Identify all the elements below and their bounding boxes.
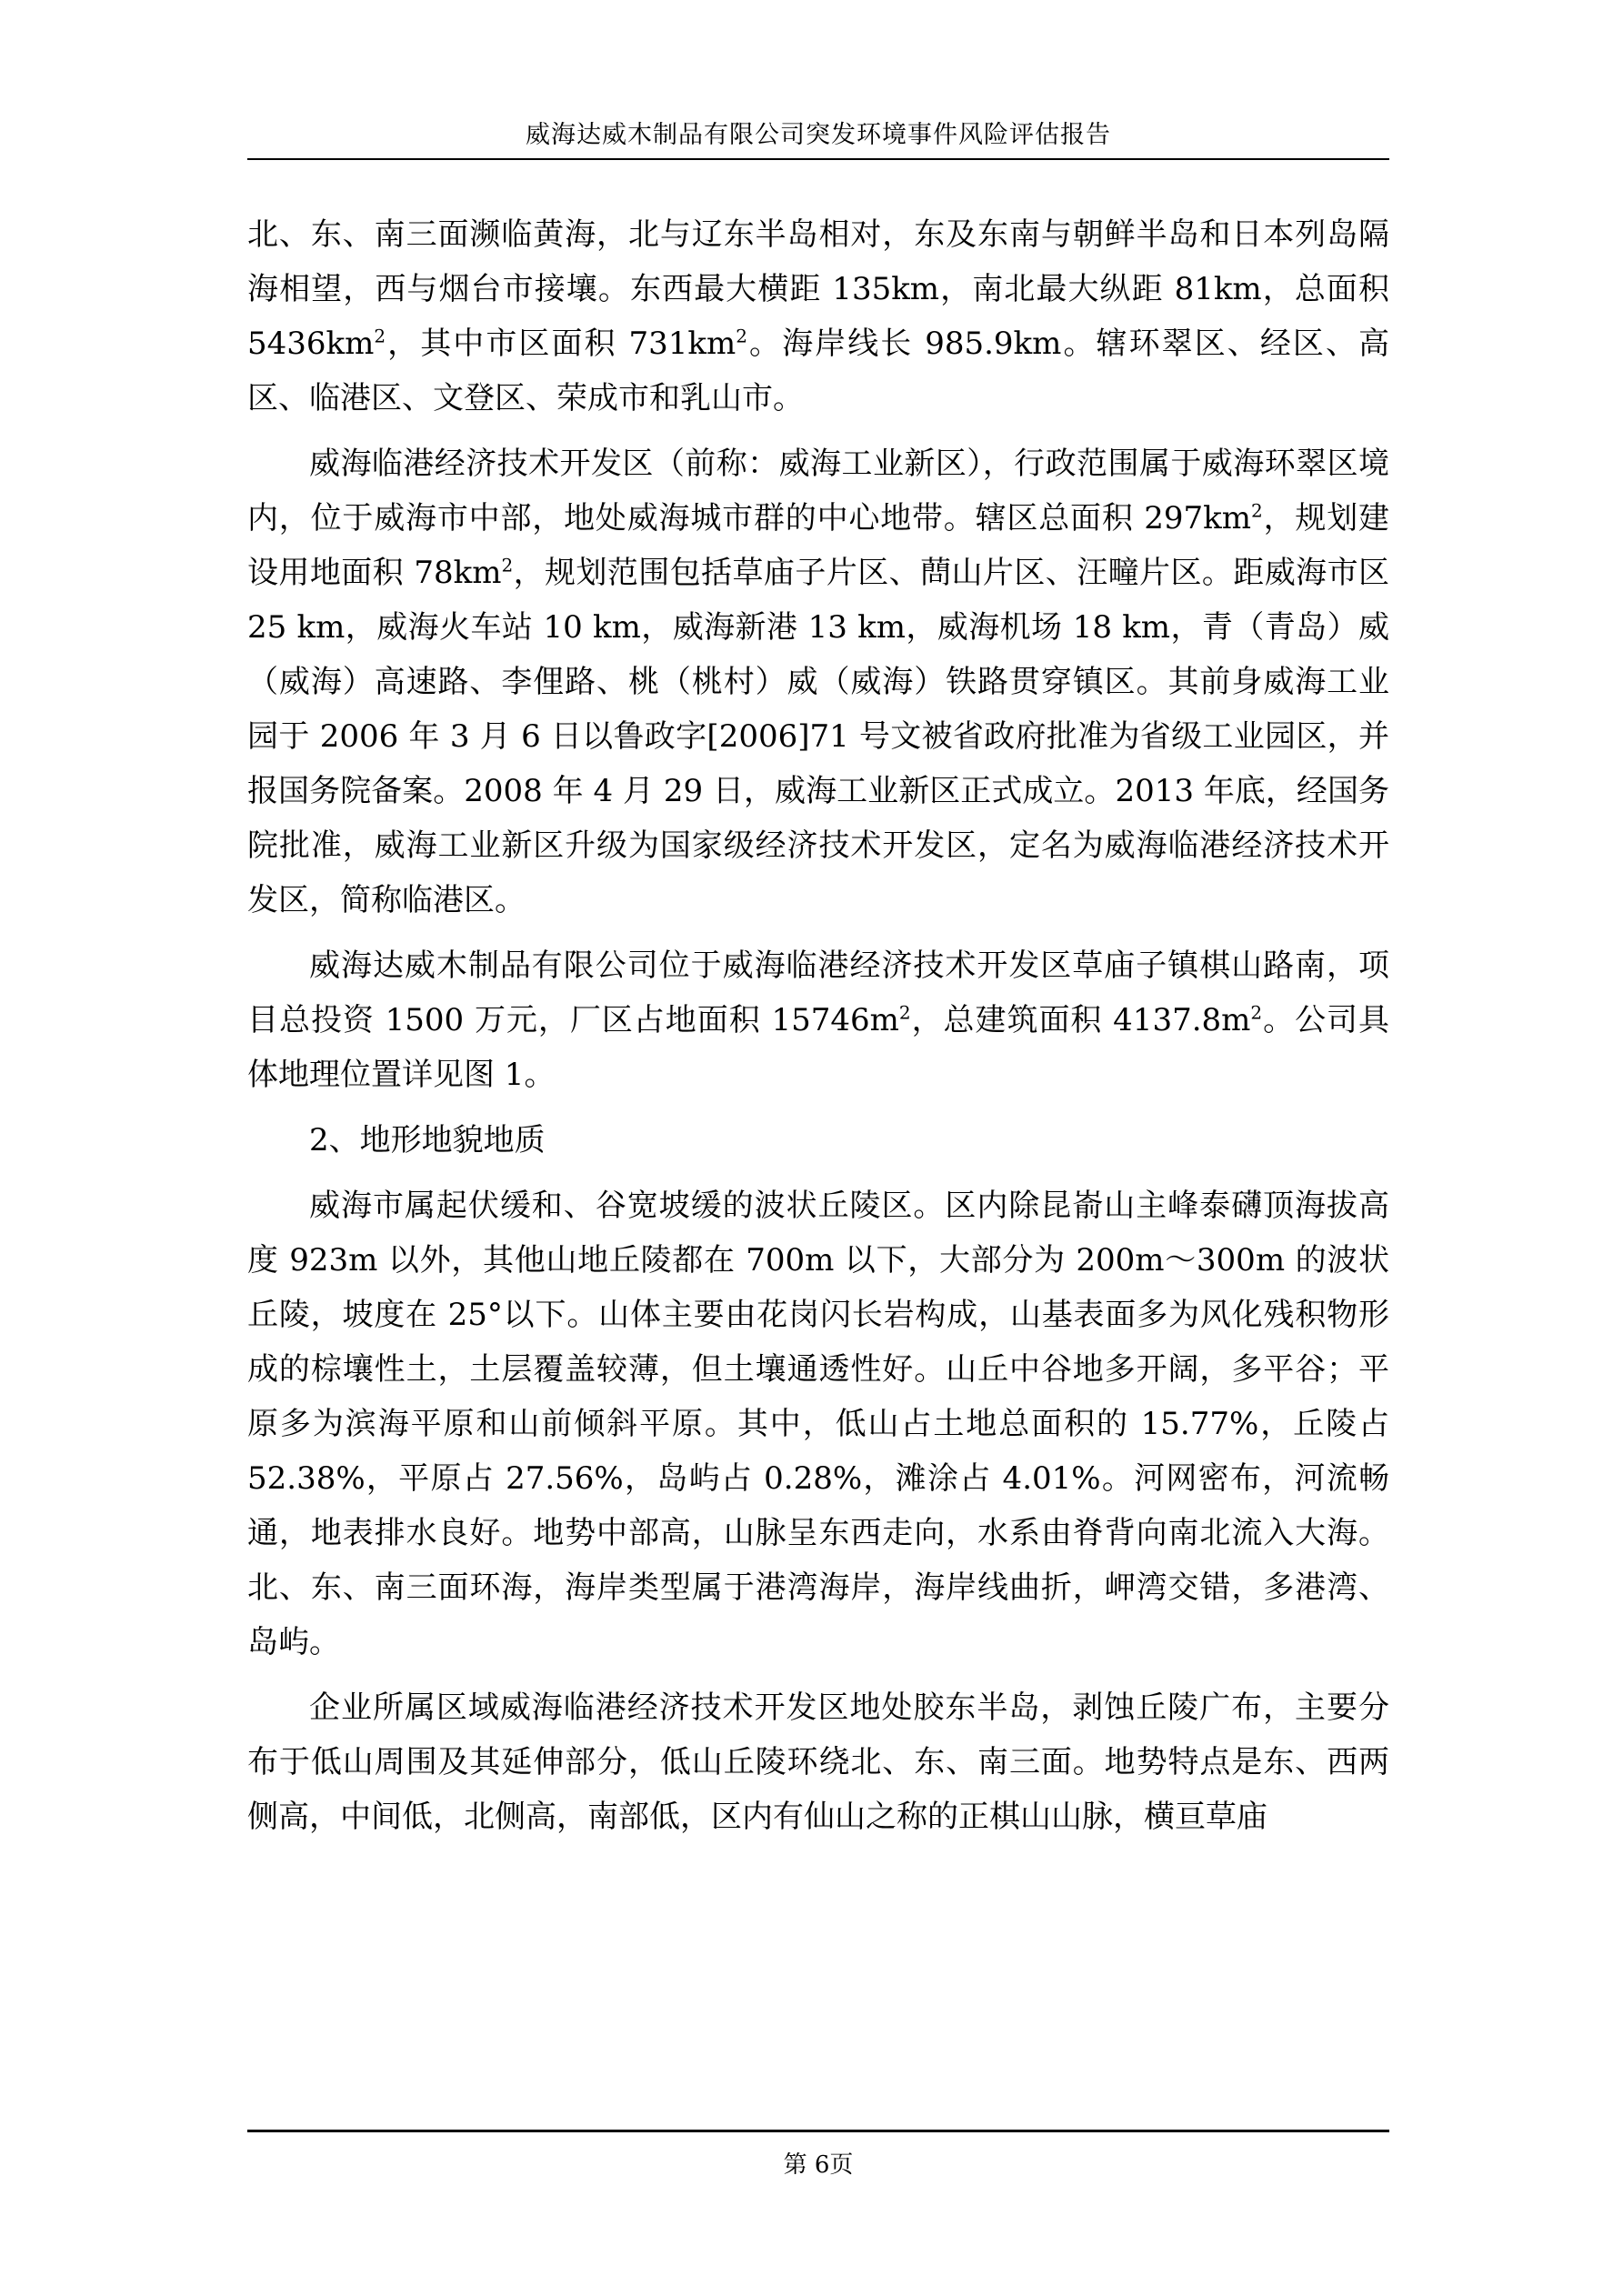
paragraph-company-location xyxy=(247,938,1389,1102)
page-header-title: 威海达威木制品有限公司突发环境事件风险评估报告 xyxy=(526,121,1111,149)
paragraph-text: 北、东、南三面濒临黄海，北与辽东半岛相对，东及东南与朝鲜半岛和日本列岛隔海相望，西与烟台市接壤。东西最大横距 135km，南北最大纵距 81km，总面积 5436km xyxy=(247,216,1389,362)
superscript: 2 xyxy=(1251,499,1263,522)
paragraph-terrain: 威海市属起伏缓和、谷宽坡缓的波状丘陵区。区内除昆嵛山主峰泰礴顶海拔高度 923m 以外，其他山地丘陵都在 700m 以下，大部分为 200m～300m 的波状丘陵，坡度在 25°以下。山体主要由花岗闪长岩构成，山基表面多为风化残积物形成的棕壤性土，土层覆盖较薄，但土壤通透性好。山丘中谷地多开阔，多平谷；平原多为滨海平原和山前倾斜平原。其中，低山占土地总面积的 15.77%，丘陵占 52.38%，平原占 27.56%，岛屿占 0.28%，滩涂占 4.01%。河网密布，河流畅通，地表排水良好。地势中部高，山脉呈东西走向，水系由脊背向南北流入大海。北、东、南三面环海，海岸类型属于港湾海岸，海岸线曲折，岬湾交错，多港湾、岛屿。 xyxy=(247,1188,1389,1660)
superscript: 2 xyxy=(898,1001,911,1024)
superscript: 2 xyxy=(501,554,514,577)
paragraph-location-overview xyxy=(247,207,1389,426)
paragraph-text: ，其中市区面积 731km xyxy=(386,326,736,362)
superscript: 2 xyxy=(374,325,386,347)
paragraph-text: 。公司具体地理位置详见图 1。 xyxy=(247,1002,1390,1093)
paragraph-enterprise-area: 企业所属区域威海临港经济技术开发区地处胶东半岛，剥蚀丘陵广布，主要分布于低山周围及其延伸部分，低山丘陵环绕北、东、南三面。地势特点是东、西两侧高，中间低，北侧高，南部低，区内有仙山之称的正棋山山脉，横亘草庙 xyxy=(247,1689,1389,1835)
footer-divider xyxy=(247,2130,1389,2132)
paragraph-text: ，规划范围包括草庙子片区、蔄山片区、汪疃片区。距威海市区 25 km，威海火车站 10 km，威海新港 13 km，威海机场 18 km，青（青岛）威（威海）高速路、李俚路、桃（桃村）威（威海）铁路贯穿镇区。其前身威海工业园于 2006 年 3 月 6 日以鲁政字[2006]71 号文被省政府批准为省级工业园区，并报国务院备案。2008 年 4 月 29 日，威海工业新区正式成立。2013 年底，经国务院批准，威海工业新区升级为国家级经济技术开发区，定名为威海临港经济技术开发区，简称临港区。 xyxy=(247,555,1389,918)
paragraph-text: ，总建筑面积 4137.8m xyxy=(910,1002,1251,1038)
document-body xyxy=(247,207,1389,1855)
paragraph-text: ，规划建设用地面积 78km xyxy=(247,500,1390,591)
page-number: 第 6页 xyxy=(783,2151,854,2179)
paragraph-development-zone xyxy=(247,436,1389,927)
header-divider xyxy=(247,158,1389,160)
paragraph-text: 威海临港经济技术开发区（前称：威海工业新区），行政范围属于威海环翠区境内，位于威海市中部，地处威海城市群的中心地带。辖区总面积 297km xyxy=(247,446,1389,536)
paragraph-text: 威海达威木制品有限公司位于威海临港经济技术开发区草庙子镇棋山路南，项目总投资 1500 万元，厂区占地面积 15746m xyxy=(247,947,1389,1038)
superscript: 2 xyxy=(736,325,747,347)
section-heading-terrain: 2、地形地貌地质 xyxy=(309,1122,546,1158)
paragraph-text: 。海岸线长 985.9km。辖环翠区、经区、高区、临港区、文登区、荣成市和乳山市。 xyxy=(247,326,1389,416)
superscript: 2 xyxy=(1250,1001,1263,1024)
